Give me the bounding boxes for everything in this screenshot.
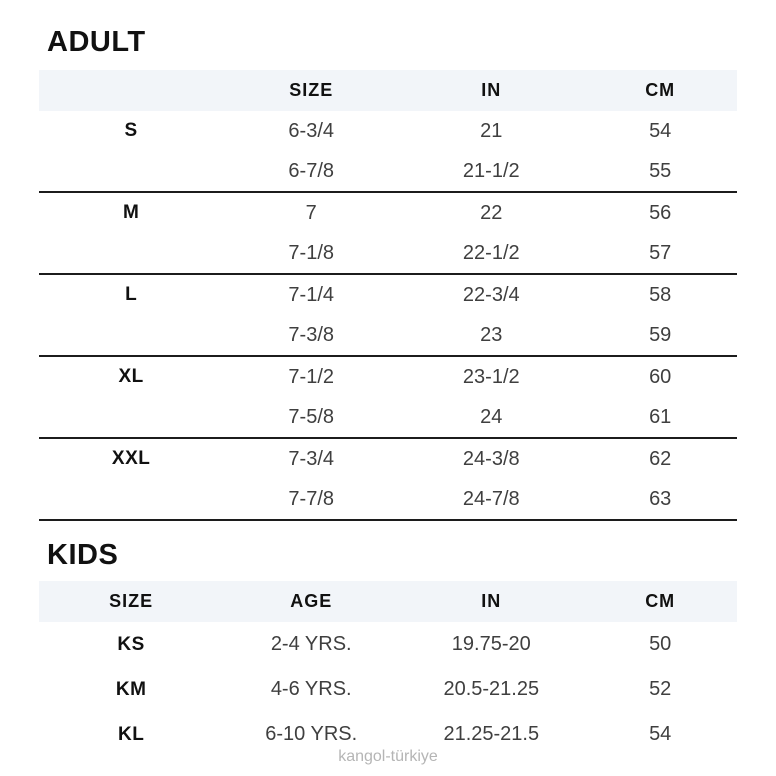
cm-value: 56 [649, 201, 672, 224]
kids-header-cm: CM [645, 591, 676, 611]
adult-table-header-row [39, 70, 737, 111]
cm-value: 58 [649, 283, 672, 306]
adult-size-group-l [39, 275, 737, 357]
adult-size-group-s [39, 111, 737, 193]
table-row [39, 111, 737, 151]
size-value: 7-1/2 [288, 365, 334, 388]
size-group-label: S [124, 120, 138, 141]
kids-header-size: SIZE [109, 591, 154, 611]
adult-header-in: IN [481, 80, 502, 100]
cm-value: 54 [649, 119, 672, 142]
cm-value: 55 [649, 159, 672, 182]
size-value: 6-3/4 [288, 119, 334, 142]
table-row [39, 397, 737, 437]
table-row [39, 667, 737, 712]
in-value: 22-1/2 [462, 241, 520, 264]
in-value: 20.5-21.25 [443, 678, 540, 700]
kids-section-title: KIDS [47, 539, 119, 571]
in-value: 24 [480, 405, 503, 428]
size-value: 7-7/8 [288, 487, 334, 510]
cm-value: 59 [649, 323, 672, 346]
size-group-label: L [125, 284, 138, 305]
cm-value: 62 [649, 447, 672, 470]
in-value: 24-3/8 [462, 447, 520, 470]
in-value: 22-3/4 [462, 283, 520, 306]
table-row [39, 233, 737, 273]
adult-header-cm: CM [645, 80, 676, 100]
cm-value: 57 [649, 241, 672, 264]
age-value: 4-6 YRS. [270, 678, 352, 700]
size-value: 7 [305, 201, 317, 224]
cm-value: 52 [649, 678, 672, 700]
table-row [39, 315, 737, 355]
age-value: 6-10 YRS. [265, 723, 358, 745]
kids-size-label: KS [117, 633, 145, 655]
cm-value: 60 [649, 365, 672, 388]
adult-section-title: ADULT [47, 26, 146, 58]
table-row [39, 357, 737, 397]
kids-header-age: AGE [290, 591, 333, 611]
cm-value: 54 [649, 723, 672, 745]
watermark-text: kangol-türkiye [338, 748, 438, 765]
size-group-label: M [122, 202, 140, 223]
table-row [39, 193, 737, 233]
table-row [39, 275, 737, 315]
size-value: 7-5/8 [288, 405, 334, 428]
size-value: 6-7/8 [288, 159, 334, 182]
kids-size-table [39, 581, 737, 757]
cm-value: 50 [649, 633, 672, 655]
table-row [39, 439, 737, 479]
size-value: 7-3/8 [288, 323, 334, 346]
kids-header-in: IN [481, 591, 502, 611]
in-value: 21 [480, 119, 503, 142]
adult-size-table [39, 70, 737, 521]
in-value: 23 [480, 323, 503, 346]
adult-size-group-m [39, 193, 737, 275]
table-row [39, 151, 737, 191]
age-value: 2-4 YRS. [270, 633, 352, 655]
cm-value: 61 [649, 405, 672, 428]
in-value: 23-1/2 [462, 365, 520, 388]
in-value: 22 [480, 201, 503, 224]
cm-value: 63 [649, 487, 672, 510]
kids-size-label: KL [117, 723, 145, 745]
size-value: 7-1/4 [288, 283, 334, 306]
in-value: 21.25-21.5 [443, 723, 540, 745]
in-value: 24-7/8 [462, 487, 520, 510]
size-group-label: XXL [111, 448, 151, 469]
kids-size-label: KM [115, 678, 147, 700]
size-group-label: XL [118, 366, 144, 387]
adult-header-size: SIZE [289, 80, 334, 100]
in-value: 19.75-20 [451, 633, 531, 655]
size-value: 7-1/8 [288, 241, 334, 264]
table-row [39, 479, 737, 519]
kids-table-header-row [39, 581, 737, 622]
adult-size-group-xl [39, 357, 737, 439]
size-value: 7-3/4 [288, 447, 334, 470]
adult-size-group-xxl [39, 439, 737, 521]
table-row [39, 622, 737, 667]
in-value: 21-1/2 [462, 159, 520, 182]
